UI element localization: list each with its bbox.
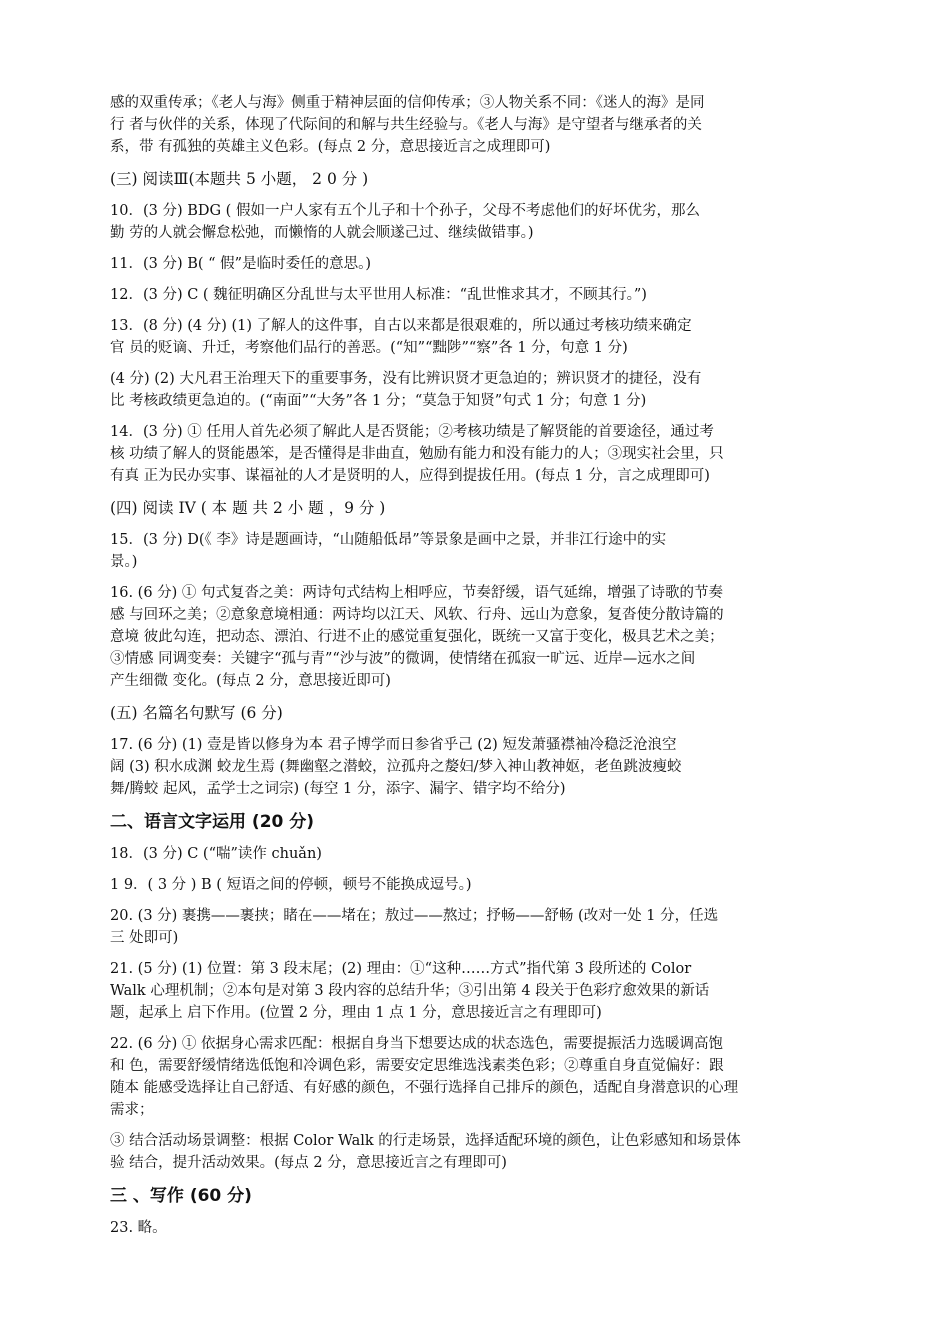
text-line: 21. (5 分) (1) 位置：第 3 段末尾；(2) 理由：①“这种……方式”指代第 3 段所述的 Color (110, 961, 692, 977)
text-line: 验 结合，提升活动效果。(每点 2 分，意思接近言之有理即可) (110, 1155, 507, 1171)
answer-intro (110, 92, 838, 158)
text-line: 随本 能感受选择让自己舒适、有好感的颜色，不强行选择自己排斥的颜色，适配自身潜意识的心理 (110, 1080, 739, 1096)
text-line: 20. (3 分) 裹携——裹挟；睹在——堵在；敖过——熬过；抒畅——舒畅 (改对一处 1 分，任选 (110, 908, 719, 924)
answer-q20 (110, 905, 838, 949)
answer-q21 (110, 958, 838, 1024)
text-line: 感 与回环之美；②意象意境相通：两诗均以江天、风软、行舟、远山为意象，复沓使分散诗篇的 (110, 607, 724, 623)
answer-q17 (110, 734, 838, 800)
text-line: 核 功绩了解人的贤能愚笨，是否懂得是非曲直，勉励有能力和没有能力的人；③现实社会里，只 (110, 446, 724, 462)
text-line: ③情感 同调变奏：关键字“孤与青”“沙与波”的微调，使情绪在孤寂一旷远、近岸—远水之间 (110, 651, 696, 667)
text-line: 意境 彼此勾连，把动态、漂泊、行进不止的感觉重复强化，既统一又富于变化，极具艺术之美； (110, 629, 724, 645)
text-line: 13．(8 分) (4 分) (1) 了解人的这件事，自古以来都是很艰难的，所以通过考核功绩来确定 (110, 318, 692, 334)
text-line: 11．(3 分) B( “ 假”是临时委任的意思。) (110, 256, 371, 272)
text-line: 阔 (3) 积水成渊 蛟龙生焉 (舞幽壑之潜蛟，泣孤舟之嫠妇/梦入神山教神妪，老鱼跳波瘦蛟 (110, 759, 682, 775)
section-5-heading: (五) 名篇名句默写 (6 分) (110, 704, 283, 722)
answer-q23 (110, 1217, 838, 1239)
answer-q12 (110, 284, 838, 306)
text-line: 舞/腾蛟 起风，孟学士之词宗) (每空 1 分，添字、漏字、错字均不给分) (110, 781, 566, 797)
text-line: 景。) (110, 554, 138, 570)
text-line: 1 9．( 3 分 ) B ( 短语之间的停顿，顿号不能换成逗号。) (110, 877, 472, 893)
answer-q22-part1 (110, 1033, 838, 1121)
answer-q11 (110, 253, 838, 275)
text-line: 12．(3 分) C ( 魏征明确区分乱世与太平世用人标准：“乱世惟求其才，不顾其行。”) (110, 287, 647, 303)
section-3-heading: (三) 阅读Ⅲ(本题共 5 小题， 2 0 分 ) (110, 170, 369, 188)
text-line: (4 分) (2) 大凡君王治理天下的重要事务，没有比辨识贤才更急迫的；辨识贤才的捷径，没有 (110, 371, 702, 387)
answer-q22-part2 (110, 1130, 838, 1174)
part-3-heading: 三 、写作 (60 分) (110, 1186, 252, 1206)
text-line: 22. (6 分) ① 依据身心需求匹配：根据自身当下想要达成的状态选色，需要提振活力选暖调高饱 (110, 1036, 724, 1052)
text-line: ③ 结合活动场景调整：根据 Color Walk 的行走场景，选择适配环境的颜色，让色彩感知和场景体 (110, 1133, 741, 1149)
text-line: 产生细微 变化。(每点 2 分，意思接近即可) (110, 673, 391, 689)
text-line: 比 考核政绩更急迫的。(“南面”“大务”各 1 分；“莫急于知贤”句式 1 分；句意 1 分) (110, 393, 647, 409)
section-4-heading: (四) 阅读 IV ( 本 题 共 2 小 题 ，9 分 ) (110, 499, 386, 517)
text-line: 感的双重传承；《老人与海》侧重于精神层面的信仰传承；③人物关系不同：《迷人的海》是同 (110, 95, 705, 111)
text-line: 23. 略。 (110, 1220, 167, 1236)
text-line: 需求； (110, 1102, 154, 1118)
answer-q16 (110, 582, 838, 692)
text-line: 有真 正为民办实事、谋福祉的人才是贤明的人，应得到提拔任用。(每点 1 分，言之成理即可) (110, 468, 710, 484)
text-line: 三 处即可) (110, 930, 179, 946)
text-line: 行 者与伙伴的关系，体现了代际间的和解与共生经验与。《老人与海》是守望者与继承者的关 (110, 117, 702, 133)
text-line: 14．(3 分) ① 任用人首先必须了解此人是否贤能；②考核功绩是了解贤能的首要途径，通过考 (110, 424, 714, 440)
text-line: Walk 心理机制；②本句是对第 3 段内容的总结升华；③引出第 4 段关于色彩疗愈效果的新话 (110, 983, 710, 999)
text-line: 10．(3 分) BDG ( 假如一户人家有五个儿子和十个孙子，父母不考虑他们的好坏优劣，那么 (110, 203, 700, 219)
answer-q14 (110, 421, 838, 487)
answer-q19 (110, 874, 838, 896)
text-line: 和 色，需要舒缓情绪选低饱和冷调色彩，需要安定思维选浅素类色彩；②尊重自身直觉偏好：跟 (110, 1058, 724, 1074)
text-line: 17. (6 分) (1) 壹是皆以修身为本 君子博学而日参省乎己 (2) 短发萧骚襟袖冷稳泛沧浪空 (110, 737, 677, 753)
text-line: 题，起承上 启下作用。(位置 2 分，理由 1 点 1 分，意思接近言之有理即可) (110, 1005, 602, 1021)
answer-q13-part2 (110, 368, 838, 412)
answer-q10 (110, 200, 838, 244)
part-2-heading: 二、语言文字运用 (20 分) (110, 812, 315, 832)
answer-q15 (110, 529, 838, 573)
text-line: 系，带 有孤独的英雄主义色彩。(每点 2 分，意思接近言之成理即可) (110, 139, 551, 155)
text-line: 16. (6 分) ① 句式复沓之美：两诗句式结构上相呼应，节奏舒缓，语气延绵，增强了诗歌的节奏 (110, 585, 724, 601)
text-line: 15．(3 分) D(《 李》诗是题画诗，“山随船低昂”等景象是画中之景，并非江行途中的实 (110, 532, 667, 548)
text-line: 勤 劳的人就会懈怠松弛，而懒惰的人就会顺遂己过、继续做错事。) (110, 225, 534, 241)
answer-q13-part1 (110, 315, 838, 359)
text-line: 官 员的贬谪、升迁，考察他们品行的善恶。(“知”“黜陟”“察”各 1 分，句意 1 分) (110, 340, 628, 356)
text-line: 18．(3 分) C (“喘”读作 chuǎn) (110, 846, 322, 862)
answer-key-page (110, 92, 838, 1248)
answer-q18 (110, 843, 838, 865)
